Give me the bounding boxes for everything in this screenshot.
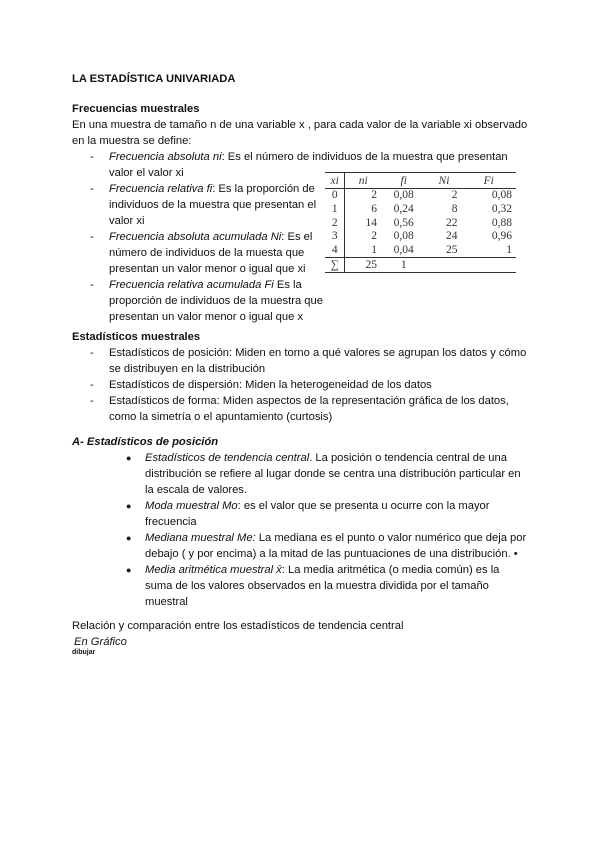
term: Frecuencia absoluta ni [109, 151, 222, 163]
table-row [325, 189, 516, 203]
table-row [325, 216, 516, 230]
cell: 1 [506, 244, 512, 257]
definition: : Es el número de individuos de la muestra que presentan [221, 151, 508, 163]
sum-f: 1 [381, 258, 426, 273]
cell: 0,96 [491, 230, 512, 243]
section-heading-frecuencias: Frecuencias muestrales [72, 103, 200, 115]
dash-marker: - [90, 347, 94, 359]
page-title: LA ESTADÍSTICA UNIVARIADA [72, 73, 236, 85]
header-Fi: Fi [461, 173, 516, 189]
section-heading-posicion: A- Estadísticos de posición [72, 436, 219, 448]
intro-line-1: En una muestra de tamaño n de una variable x , para cada valor de la variable xi observado [72, 119, 528, 131]
cell: 2 [451, 189, 458, 202]
bullet-marker: ● [126, 501, 132, 511]
stats-item-posicion: Estadísticos de posición: Miden en torno a qué valores se agrupan los datos y cómo [109, 347, 527, 359]
graph-label: En Gráfico [74, 636, 127, 648]
freq-item-rel-acum [109, 277, 302, 293]
pos-item-tendencia-cont: distribución se refiere al lugar donde se centra una distribución particular en [145, 468, 521, 480]
cell: 6 [371, 203, 378, 216]
bullet-marker: ● [126, 453, 132, 463]
freq-item-absoluta-cont: valor el valor xi [109, 167, 184, 179]
term: Frecuencia absoluta acumulada Ni [109, 231, 282, 243]
freq-item-relativa-cont: valor xi [109, 215, 145, 227]
pos-item-moda [145, 498, 490, 514]
pos-item-media-cont: muestral [145, 596, 188, 608]
header-Ni: Ni [426, 173, 461, 189]
freq-item-absoluta [109, 149, 508, 165]
cell: 0 [325, 189, 345, 203]
dash-marker: - [90, 379, 94, 391]
stats-item-forma-cont: como la simetría o el apuntamiento (curtosis) [109, 411, 333, 423]
pos-item-mediana-cont: debajo ( y por encima) a la mitad de las puntuaciones de una distribución. • [145, 548, 518, 560]
term: Frecuencia relativa fi [109, 183, 213, 195]
stats-item-forma: Estadísticos de forma: Miden aspectos de la representación gráfica de los datos, [109, 395, 509, 407]
freq-item-abs-acum-cont: presentan un valor menor o igual que xi [109, 263, 306, 275]
table-header-row [325, 173, 516, 189]
cell: 1 [325, 203, 345, 217]
intro-line-2: en la muestra se define: [72, 135, 192, 147]
cell: 0,24 [393, 203, 414, 216]
dash-marker: - [90, 151, 94, 163]
cell: 25 [445, 244, 458, 257]
cell: 2 [371, 189, 378, 202]
header-ni: ni [345, 173, 381, 189]
term: Frecuencia relativa acumulada Fi [109, 279, 274, 291]
definition: : Es el [281, 231, 313, 243]
cell: 0,88 [491, 216, 512, 229]
cell: 24 [445, 230, 458, 243]
dash-marker: - [90, 395, 94, 407]
term: Media aritmética muestral x̄ [145, 564, 282, 576]
freq-item-rel-acum-cont: proporción de individuos de la muestra que [109, 295, 323, 307]
cell: 0,56 [393, 216, 414, 229]
cell: 2 [325, 216, 345, 230]
freq-item-abs-acum [109, 229, 312, 245]
sum-n: 25 [345, 258, 381, 273]
table-row [325, 203, 516, 217]
dash-marker: - [90, 231, 94, 243]
stats-item-dispersion: Estadísticos de dispersión: Miden la heterogeneidad de los datos [109, 379, 432, 391]
bullet-marker: ● [126, 565, 132, 575]
frequency-table [325, 172, 516, 273]
cell: 0,08 [491, 189, 512, 202]
pos-item-media-cont: suma de los valores observados en la muestra dividida por el tamaño [145, 580, 489, 592]
freq-item-rel-acum-cont: presentan un valor menor o igual que x [109, 311, 304, 323]
definition: : es el valor que se presenta u ocurre con la mayor [237, 500, 490, 512]
cell: 3 [325, 230, 345, 244]
freq-item-abs-acum-cont: número de individuos de la muesta que [109, 247, 305, 259]
cell [426, 258, 461, 273]
freq-item-relativa-cont: individuos de la muestra que presentan el [109, 199, 317, 211]
cell: 4 [325, 244, 345, 258]
pos-item-tendencia [145, 450, 507, 466]
cell: 14 [365, 216, 378, 229]
cell: 0,08 [393, 230, 414, 243]
header-fi: fi [381, 173, 426, 189]
stats-item-posicion-cont: se distribuyen en la distribución [109, 363, 266, 375]
cell: 0,04 [393, 244, 414, 257]
dash-marker: - [90, 279, 94, 291]
term: Mediana muestral Me: [145, 532, 256, 544]
pos-item-moda-cont: frecuencia [145, 516, 197, 528]
cell: 1 [371, 244, 378, 257]
cell: 0,32 [491, 203, 512, 216]
definition: Es la [273, 279, 302, 291]
bullet-marker: ● [126, 533, 132, 543]
table-row [325, 244, 516, 258]
relation-text: Relación y comparación entre los estadísticos de tendencia central [72, 620, 404, 632]
cell: 0,08 [393, 189, 414, 202]
draw-note: dibujar [72, 649, 96, 656]
cell: 8 [451, 203, 458, 216]
pos-item-media [145, 562, 499, 578]
definition: : La media aritmética (o media común) es la [281, 564, 500, 576]
cell: 2 [371, 230, 378, 243]
sum-symbol: ∑ [325, 258, 345, 273]
freq-item-relativa [109, 181, 315, 197]
term: Moda muestral Mo [145, 500, 238, 512]
cell [461, 258, 516, 273]
definition: La mediana es el punto o valor numérico que deja por [255, 532, 527, 544]
definition: . La posición o tendencia central de una [309, 452, 507, 464]
section-heading-estadisticos: Estadísticos muestrales [72, 331, 201, 343]
table-sum-row [325, 258, 516, 273]
cell: 22 [445, 216, 458, 229]
table-row [325, 230, 516, 244]
pos-item-mediana [145, 530, 526, 546]
header-xi: xi [325, 173, 345, 189]
term: Estadísticos de tendencia central [145, 452, 310, 464]
definition: : Es la proporción de [212, 183, 315, 195]
pos-item-tendencia-cont: la escala de valores. [145, 484, 247, 496]
dash-marker: - [90, 183, 94, 195]
